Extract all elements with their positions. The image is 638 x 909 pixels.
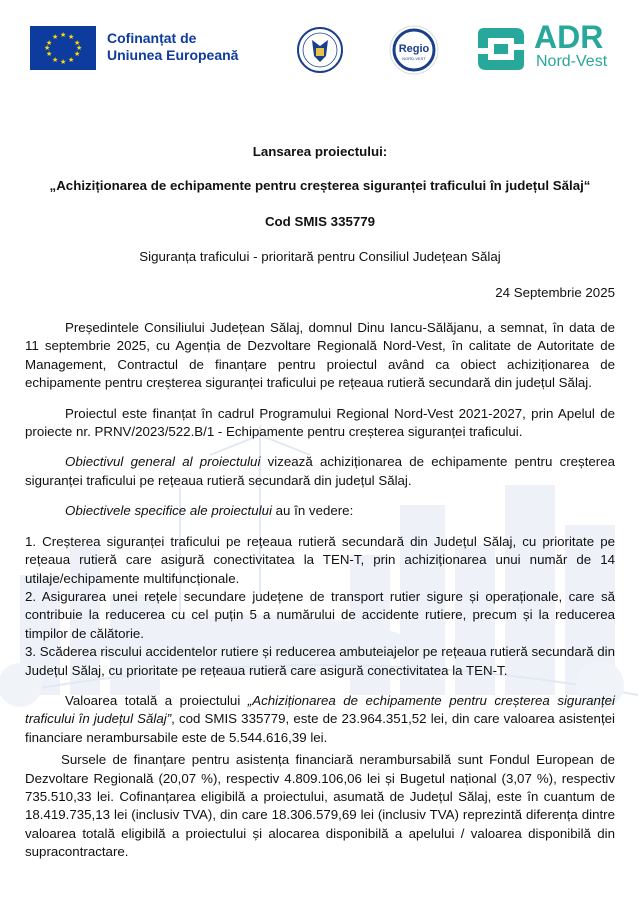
total-value-intro: Valoarea totală a proiectului	[65, 692, 248, 708]
total-value-amounts: , cod SMIS 335779, este de 23.964.351,52 lei, din care valoarea asistenței financiare nerambursabile este de 5.544.616,39 lei.	[25, 711, 615, 745]
objective-item-2: 2. Asigurarea unei rețele secundare județene de transport rutier sigure și operaționale, care să contribuie la reducerea cu cel puțin 5 a numărului de accidente rutiere, precum și la reducerea timpilor de călătorie.	[25, 588, 615, 641]
paragraph-specific-objectives	[25, 502, 615, 520]
svg-text:NORD-VEST: NORD-VEST	[402, 56, 426, 61]
smis-code-heading: Cod SMIS 335779	[264, 213, 376, 229]
svg-text:Regio: Regio	[398, 43, 430, 55]
paragraph-signing: Președintele Consiliului Județean Sălaj, domnul Dinu Iancu-Sălăjanu, a semnat, în data de 11 septembrie 2025, cu Agenția de Dezvoltare Regională Nord-Vest, în calitate de Autoritate de Management, Contractul de finanțare pentru proiectul având ca obiect achiziționarea de echipamente pentru creșterea siguranței traficului pe rețeaua rutieră secundară din județul Sălaj.	[25, 320, 615, 391]
objective-item-3: 3. Scăderea riscului accidentelor rutiere și reducerea ambuteiajelor pe rețeaua rutieră secundară din Județul Sălaj, cu prioritate pe rețeaua rutieră care asigură conectivitatea la TEN-T.	[25, 644, 615, 678]
specific-objectives-label: Obiectivele specifice ale proiectului	[65, 503, 272, 519]
eu-text-line2: Uniunea Europeană	[107, 47, 239, 63]
specific-objectives-intro: au în vedere:	[271, 503, 354, 519]
adr-logo-title: ADR	[534, 19, 604, 55]
regio-program-logo	[388, 24, 440, 76]
document-body	[25, 143, 615, 869]
document-subtitle: Siguranța traficului - prioritară pentru Consiliul Județean Sălaj	[139, 249, 501, 265]
eu-flag-icon: ★ ★ ★ ★ ★ ★ ★ ★ ★ ★ ★ ★	[30, 26, 96, 70]
project-title-heading: „Achiziționarea de echipamente pentru creșterea siguranței traficului în județul Sălaj“	[49, 178, 591, 194]
launch-heading: Lansarea proiectului:	[252, 144, 388, 159]
adr-logo-subtitle: Nord-Vest	[536, 53, 608, 70]
general-objective-label: Obiectivul general al proiectului	[65, 454, 261, 470]
document-date: 24 Septembrie 2025	[495, 284, 615, 300]
eu-text-line1: Cofinanțat de	[107, 30, 197, 46]
paragraph-funding-sources: Sursele de finanțare pentru asistența financiară nerambursabilă sunt Fondul European de Dezvoltare Regională (20,07 %), respectiv 4.809.106,06 lei și Bugetul național (3,07 %), respectiv 735.510,33 lei. Cofinanțarea eligibilă a proiectului, asumată de Județul Sălaj, este în cuantum de 18.419.735,13 lei (inclusiv TVA), din care 18.306.579,69 lei (inclusiv TVA) reprezintă diferența dintre valoarea totală eligibilă a proiectului și alocarea disponibilă a apelului / valoarea disponibilă din supracontractare.	[25, 752, 615, 860]
paragraph-funding-program: Proiectul este finanțat în cadrul Programului Regional Nord-Vest 2021-2027, prin Apelul de proiecte nr. PRNV/2023/522.B/1 - Echipamente pentru creșterea siguranței traficului.	[25, 405, 615, 440]
page-header	[0, 0, 638, 100]
adr-logo-mark-icon	[474, 26, 528, 72]
romanian-government-logo	[296, 26, 344, 74]
paragraph-general-objective	[25, 453, 615, 490]
general-objective-text: vizează achiziționarea de echipamente pentru creșterea siguranței traficului pe rețeaua rutieră secundară din județul Sălaj.	[25, 454, 616, 488]
objective-item-1: 1. Creșterea siguranței traficului pe rețeaua rutieră secundară din Județul Sălaj, cu prioritate pe rețeaua rutieră care asigură conectivitatea la TEN-T, prin achiziționarea unui număr de 14 utilaje/echipamente multifuncționale.	[25, 533, 615, 586]
eu-cofinancing-label	[107, 30, 238, 64]
total-value-project-name: „Achiziționarea de echipamente pentru creșterea siguranței traficului în județul Sălaj”	[25, 692, 615, 727]
paragraph-total-value	[25, 692, 615, 747]
